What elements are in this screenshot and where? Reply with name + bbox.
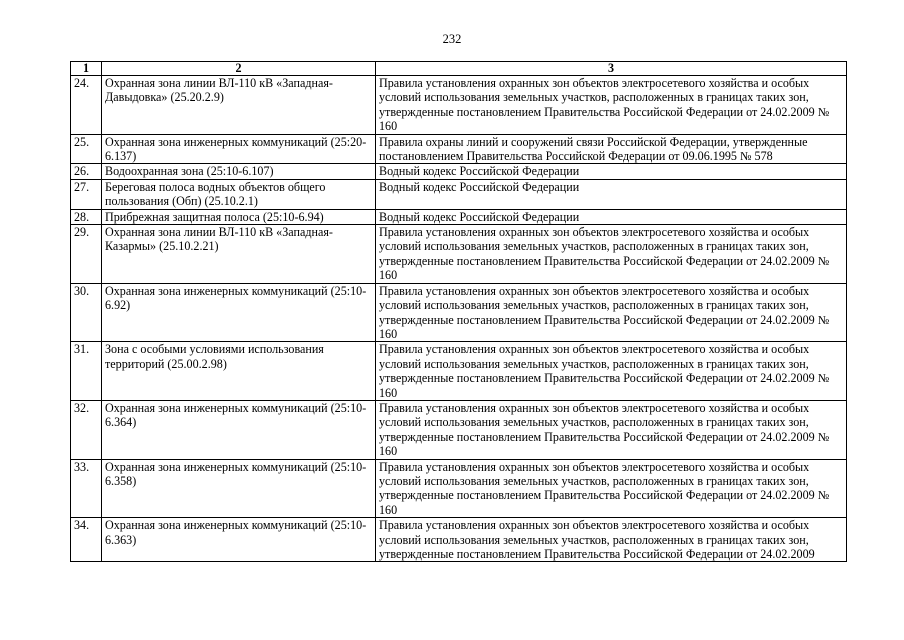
zone-name-cell: Охранная зона инженерных коммуникаций (25:10-6.358) [102, 459, 376, 518]
legal-basis-cell: Водный кодекс Российской Федерации [376, 164, 847, 179]
zone-name-cell: Охранная зона инженерных коммуникаций (25:10-6.363) [102, 518, 376, 562]
legal-basis-cell: Правила установления охранных зон объектов электросетевого хозяйства и особых условий использования земельных участков, расположенных в границах таких зон, утвержденные постановлением Правительства Российской Федерации от 24.02.2009 № 160 [376, 76, 847, 135]
row-number: 30. [71, 283, 102, 342]
column-header-3: 3 [376, 62, 847, 76]
row-number: 25. [71, 134, 102, 164]
legal-basis-cell: Правила установления охранных зон объектов электросетевого хозяйства и особых условий использования земельных участков, расположенных в границах таких зон, утвержденные постановлением Правительства Российской Федерации от 24.02.2009 [376, 518, 847, 562]
zone-name-cell: Охранная зона инженерных коммуникаций (25:20-6.137) [102, 134, 376, 164]
table-row [71, 225, 847, 284]
row-number: 29. [71, 225, 102, 284]
zone-name-cell: Охранная зона инженерных коммуникаций (25:10-6.92) [102, 283, 376, 342]
table-header-row [71, 62, 847, 76]
table-row [71, 342, 847, 401]
column-header-2: 2 [102, 62, 376, 76]
row-number: 27. [71, 179, 102, 209]
zone-name-cell: Береговая полоса водных объектов общего пользования (Обп) (25.10.2.1) [102, 179, 376, 209]
page-number: 232 [442, 32, 462, 46]
zone-name-cell: Охранная зона линии ВЛ-110 кВ «Западная-Давыдовка» (25.20.2.9) [102, 76, 376, 135]
legal-basis-cell: Водный кодекс Российской Федерации [376, 209, 847, 224]
table-row [71, 518, 847, 562]
row-number: 34. [71, 518, 102, 562]
row-number: 31. [71, 342, 102, 401]
table-row [71, 209, 847, 224]
legal-basis-cell: Правила установления охранных зон объектов электросетевого хозяйства и особых условий использования земельных участков, расположенных в границах таких зон, утвержденные постановлением Правительства Российской Федерации от 24.02.2009 № 160 [376, 225, 847, 284]
row-number: 24. [71, 76, 102, 135]
zone-name-cell: Охранная зона инженерных коммуникаций (25:10-6.364) [102, 400, 376, 459]
table-row [71, 459, 847, 518]
legal-basis-cell: Правила установления охранных зон объектов электросетевого хозяйства и особых условий использования земельных участков, расположенных в границах таких зон, утвержденные постановлением Правительства Российской Федерации от 24.02.2009 № 160 [376, 342, 847, 401]
row-number: 32. [71, 400, 102, 459]
zone-name-cell: Зона с особыми условиями использования территорий (25.00.2.98) [102, 342, 376, 401]
table-row [71, 400, 847, 459]
zone-name-cell: Прибрежная защитная полоса (25:10-6.94) [102, 209, 376, 224]
table-row [71, 164, 847, 179]
row-number: 33. [71, 459, 102, 518]
table-row [71, 283, 847, 342]
row-number: 26. [71, 164, 102, 179]
legal-basis-cell: Правила установления охранных зон объектов электросетевого хозяйства и особых условий использования земельных участков, расположенных в границах таких зон, утвержденные постановлением Правительства Российской Федерации от 24.02.2009 № 160 [376, 459, 847, 518]
legal-basis-cell: Водный кодекс Российской Федерации [376, 179, 847, 209]
legal-basis-cell: Правила установления охранных зон объектов электросетевого хозяйства и особых условий использования земельных участков, расположенных в границах таких зон, утвержденные постановлением Правительства Российской Федерации от 24.02.2009 № 160 [376, 283, 847, 342]
table-row [71, 179, 847, 209]
restrictions-table [70, 61, 847, 562]
table-row [71, 134, 847, 164]
row-number: 28. [71, 209, 102, 224]
zone-name-cell: Охранная зона линии ВЛ-110 кВ «Западная-Казармы» (25.10.2.21) [102, 225, 376, 284]
table-row [71, 76, 847, 135]
zone-name-cell: Водоохранная зона (25:10-6.107) [102, 164, 376, 179]
table-body [71, 76, 847, 562]
legal-basis-cell: Правила охраны линий и сооружений связи Российской Федерации, утвержденные постановлением Правительства Российской Федерации от 09.06.1995 № 578 [376, 134, 847, 164]
column-header-1: 1 [71, 62, 102, 76]
legal-basis-cell: Правила установления охранных зон объектов электросетевого хозяйства и особых условий использования земельных участков, расположенных в границах таких зон, утвержденные постановлением Правительства Российской Федерации от 24.02.2009 № 160 [376, 400, 847, 459]
